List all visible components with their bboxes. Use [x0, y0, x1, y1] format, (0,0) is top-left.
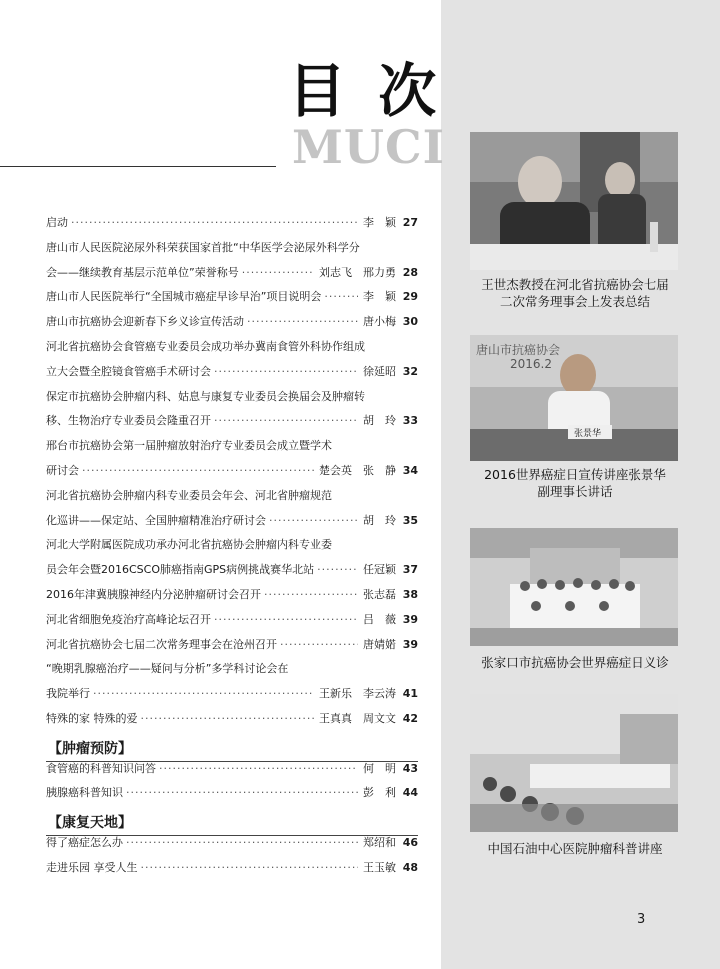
toc-leader-dots [126, 836, 358, 849]
toc-leader-dots [141, 712, 315, 725]
toc-entry-title: 河北省细胞免疫治疗高峰论坛召开 [46, 612, 211, 626]
toc-entry-author: 胡 玲 [363, 414, 396, 428]
toc-entry-author: 彭 利 [363, 786, 396, 800]
toc-entry-author: 李 颖 [363, 290, 396, 304]
toc-entry[interactable] [46, 786, 418, 811]
toc-entry[interactable] [46, 638, 418, 663]
toc-entry-title: 启动 [46, 216, 68, 229]
toc-entry[interactable] [46, 514, 418, 539]
toc-entry[interactable] [46, 563, 418, 588]
toc-entry-title: 我院举行 [46, 687, 90, 701]
toc-entry-author: 徐延昭 [363, 364, 396, 378]
toc-entry-page: 33 [402, 414, 418, 428]
speaker-nameplate: 张景华 [574, 429, 602, 439]
toc-entry[interactable] [46, 315, 418, 340]
toc-entry-title: 邢台市抗癌协会第一届肿瘤放射治疗专业委员会成立暨学术 [46, 439, 332, 453]
caption-line: 2016世界癌症日宣传讲座张景华 [484, 467, 666, 482]
page-title-latin: MUCI [292, 120, 446, 174]
photo-banner-date: 2016.2 [510, 357, 552, 371]
toc-entry-author: 何 明 [363, 761, 396, 775]
toc-entry-author: 王玉敏 [363, 860, 396, 874]
toc-entry[interactable] [46, 266, 418, 291]
toc-entry-page: 44 [402, 786, 418, 800]
toc-entry-page: 29 [402, 290, 418, 304]
toc-entry-page: 39 [402, 637, 418, 651]
toc-leader-dots [141, 861, 359, 874]
toc-entry[interactable] [46, 762, 418, 787]
toc-entry[interactable] [46, 365, 418, 390]
toc-entry-title: 河北省抗癌协会食管癌专业委员会成功举办冀南食管外科协作组成 [46, 339, 365, 353]
toc-entry[interactable] [46, 414, 418, 439]
toc-entry-author: 王新乐 李云涛 [319, 687, 396, 701]
toc-entry-author: 楚会英 张 静 [319, 463, 396, 477]
toc-entry-title: 特殊的家 特殊的爱 [46, 711, 138, 725]
toc-entry[interactable] [46, 464, 418, 489]
toc-leader-dots [247, 315, 358, 328]
toc-entry-title: 食管癌的科普知识问答 [46, 761, 156, 775]
toc-leader-dots [159, 762, 358, 775]
toc-entry-page: 32 [402, 364, 418, 378]
toc-entry-page: 28 [402, 265, 418, 279]
toc-entry[interactable] [46, 340, 418, 365]
toc-entry-title: 保定市抗癌协会肿瘤内科、姑息与康复专业委员会换届会及肿瘤转 [46, 389, 365, 403]
toc-entry-author: 胡 玲 [363, 513, 396, 527]
toc-entry[interactable] [46, 489, 418, 514]
toc-entry-title: 唐山市抗癌协会迎新春下乡义诊宣传活动 [46, 315, 244, 329]
toc-entry-title: 移、生物治疗专业委员会隆重召开 [46, 414, 211, 428]
photo-lecture-speaker [470, 335, 678, 461]
table-of-contents [46, 216, 418, 886]
photo-group-clinic [470, 528, 678, 646]
toc-entry[interactable] [46, 836, 418, 861]
toc-entry-title: 唐山市人民医院泌尿外科荣获国家首批“中华医学会泌尿外科学分 [46, 240, 360, 254]
toc-entry-title: 走进乐园 享受人生 [46, 860, 138, 874]
caption-line: 张家口市抗癌协会世界癌症日义诊 [481, 655, 669, 670]
toc-leader-dots [317, 563, 358, 576]
toc-entry[interactable] [46, 241, 418, 266]
toc-leader-dots [269, 514, 358, 527]
toc-entry-title: 员会年会暨2016CSCO肺癌指南GPS病例挑战赛华北站 [46, 563, 315, 577]
toc-entry-title: 得了癌症怎么办 [46, 835, 123, 849]
toc-entry[interactable] [46, 290, 418, 315]
toc-leader-dots [214, 613, 358, 626]
photo-caption-3 [452, 654, 698, 671]
toc-entry-title: 2016年津冀胰腺神经内分泌肿瘤研讨会召开 [46, 587, 261, 601]
toc-entry-page: 39 [402, 612, 418, 626]
toc-entry-author: 郑绍和 [363, 835, 396, 849]
toc-entry-title: 化巡讲——保定站、全国肿瘤精准治疗研讨会 [46, 513, 266, 527]
toc-entry-page: 34 [402, 463, 418, 477]
photo-meeting-speaker [470, 132, 678, 270]
toc-entry-title: 唐山市人民医院举行“全国城市癌症早诊早治”项目说明会 [46, 290, 322, 304]
toc-leader-dots [71, 216, 358, 229]
toc-leader-dots [324, 290, 358, 303]
toc-leader-dots [82, 464, 314, 477]
caption-line: 副理事长讲话 [537, 484, 613, 499]
photo-banner-text: 唐山市抗癌协会 [476, 343, 561, 357]
toc-entry-author: 唐婧婼 [363, 637, 396, 651]
toc-entry[interactable] [46, 439, 418, 464]
toc-entry[interactable] [46, 390, 418, 415]
toc-leader-dots [214, 414, 358, 427]
toc-entry[interactable] [46, 687, 418, 712]
toc-entry-author: 张志磊 [363, 587, 396, 601]
toc-entry-page: 42 [402, 711, 418, 725]
caption-line: 王世杰教授在河北省抗癌协会七届 [481, 277, 669, 292]
toc-entry-title: 胰腺癌科普知识 [46, 786, 123, 800]
toc-entry-author: 唐小梅 [363, 315, 396, 329]
toc-entry-author: 吕 薇 [363, 612, 396, 626]
toc-entry-title: “晚期乳腺癌治疗——疑问与分析”多学科讨论会在 [46, 662, 289, 676]
toc-entry-title: 会——继续教育基层示范单位”荣誉称号 [46, 265, 239, 279]
toc-entry-page: 27 [402, 216, 418, 229]
toc-entry[interactable] [46, 613, 418, 638]
caption-line: 中国石油中心医院肿瘤科普讲座 [487, 841, 663, 856]
toc-entry-title: 河北省抗癌协会七届二次常务理事会在沧州召开 [46, 637, 277, 651]
toc-entry[interactable] [46, 662, 418, 687]
toc-entry[interactable] [46, 588, 418, 613]
toc-entry[interactable] [46, 861, 418, 886]
toc-entry-page: 37 [402, 563, 418, 577]
toc-entry-title: 河北大学附属医院成功承办河北省抗癌协会肿瘤内科专业委 [46, 538, 332, 552]
toc-leader-dots [264, 588, 358, 601]
toc-leader-dots [280, 638, 358, 651]
toc-entry[interactable] [46, 538, 418, 563]
toc-entry-page: 30 [402, 315, 418, 329]
toc-leader-dots [242, 266, 314, 279]
toc-leader-dots [126, 786, 358, 799]
photo-caption-4 [452, 840, 698, 857]
page-title: 目 次 [288, 57, 443, 125]
page-number: 3 [637, 912, 646, 927]
title-divider [0, 166, 276, 167]
toc-entry-author: 刘志飞 邢力勇 [319, 265, 396, 279]
toc-entry-author: 任冠颖 [363, 563, 396, 577]
toc-entry-page: 43 [402, 761, 418, 775]
toc-entry-page: 38 [402, 587, 418, 601]
toc-section-heading: 【肿瘤预防】 [48, 740, 132, 757]
toc-section-heading: 【康复天地】 [48, 815, 132, 832]
toc-entry-title: 立大会暨全腔镜食管癌手术研讨会 [46, 364, 211, 378]
toc-entry-author: 李 颖 [363, 216, 396, 229]
photo-caption-2 [452, 466, 698, 500]
toc-entry-author: 王真真 周文文 [319, 711, 396, 725]
toc-entry[interactable] [46, 216, 418, 241]
photo-science-lecture [470, 694, 678, 832]
toc-leader-dots [93, 687, 314, 700]
toc-leader-dots [214, 365, 358, 378]
photo-caption-1 [452, 276, 698, 310]
caption-line: 二次常务理事会上发表总结 [499, 294, 650, 309]
toc-entry-title: 研讨会 [46, 463, 79, 477]
toc-entry-page: 46 [402, 835, 418, 849]
toc-entry-page: 41 [402, 687, 418, 701]
photo-meeting-speaker-image [470, 132, 678, 270]
toc-entry[interactable] [46, 712, 418, 737]
toc-entry-page: 48 [402, 860, 418, 874]
toc-entry-title: 河北省抗癌协会肿瘤内科专业委员会年会、河北省肿瘤规范 [46, 488, 332, 502]
toc-entry-page: 35 [402, 513, 418, 527]
